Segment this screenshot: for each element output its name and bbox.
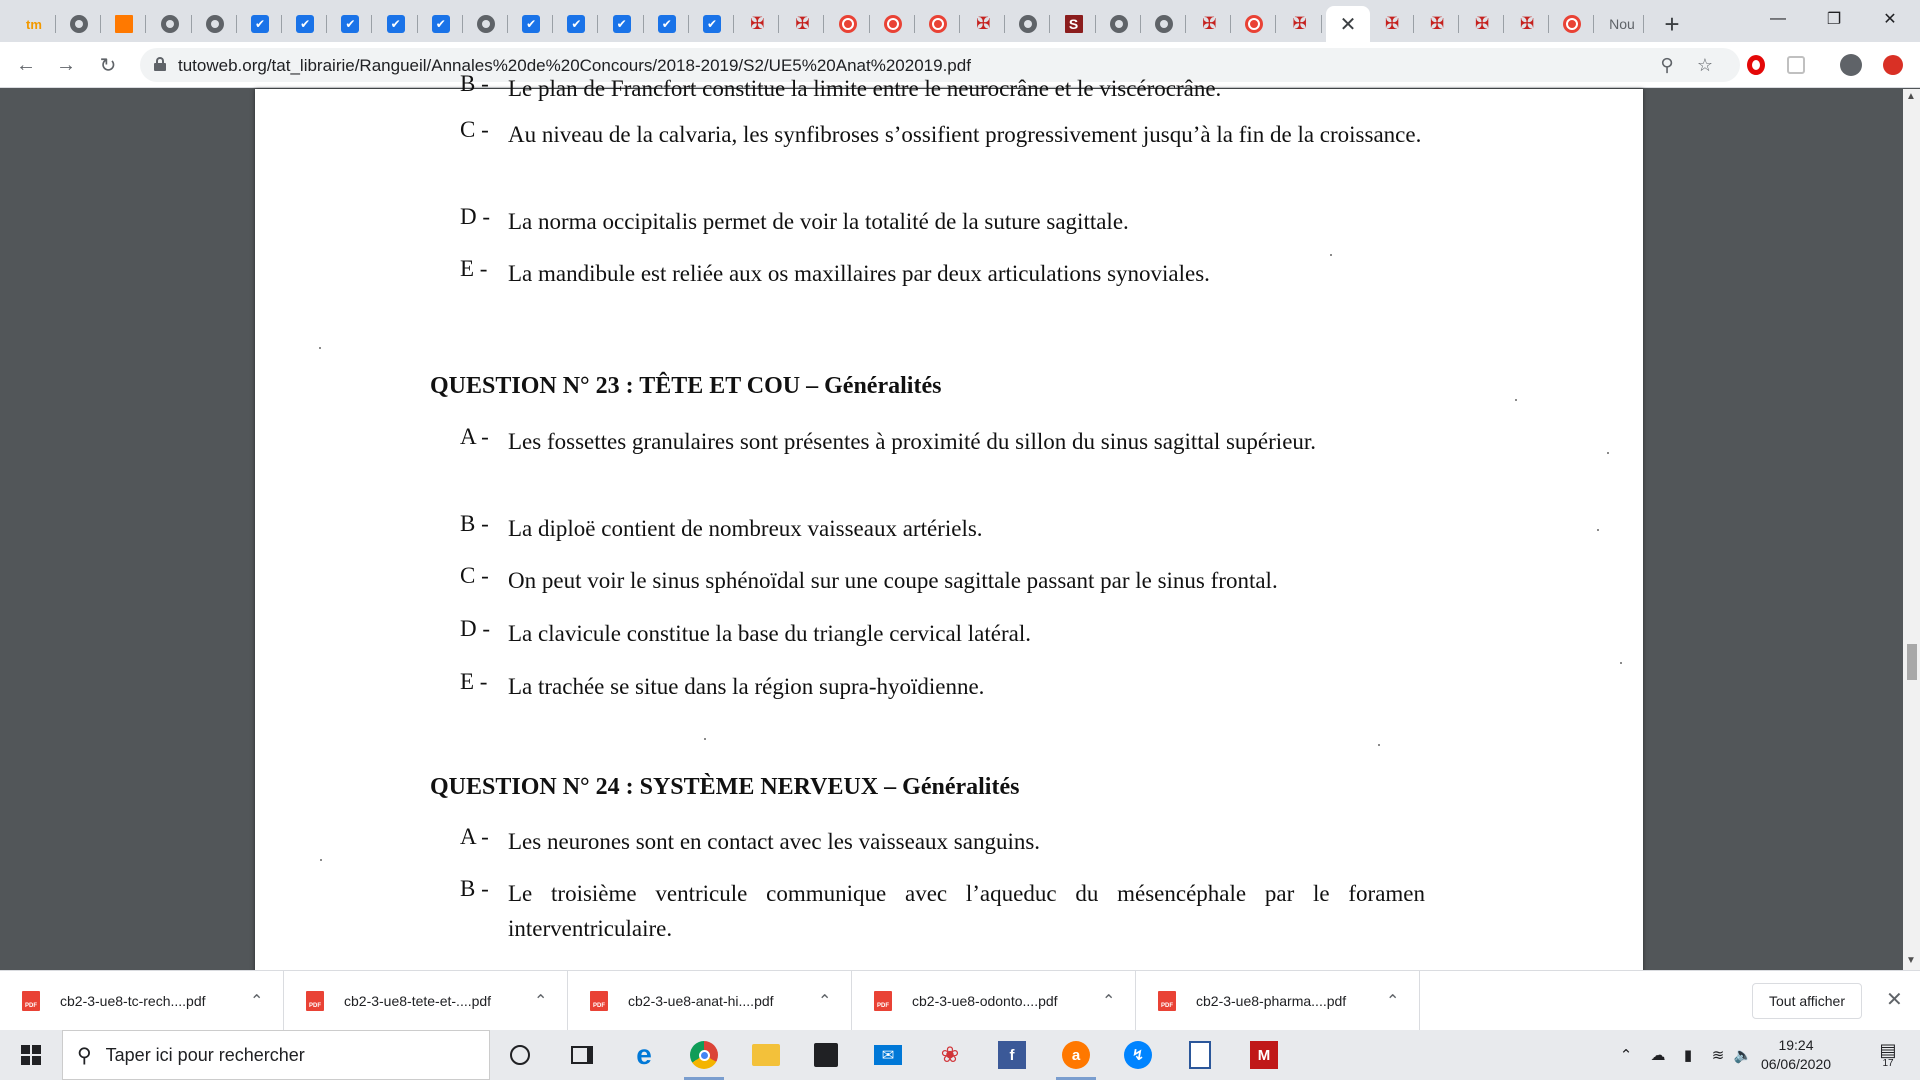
taskbar-chrome[interactable] — [678, 1030, 730, 1080]
globe-icon — [70, 15, 88, 33]
pdf-file-icon: PDF — [874, 991, 892, 1011]
close-tab-icon[interactable]: ✕ — [1339, 13, 1357, 36]
battery-icon[interactable]: ▮ — [1683, 1047, 1693, 1064]
search-icon: ⚲ — [77, 1044, 92, 1067]
option-letter: E - — [460, 669, 488, 694]
search-placeholder: Taper ici pour rechercher — [105, 1044, 305, 1065]
checkbox-icon — [613, 15, 631, 33]
browser-tab[interactable] — [961, 6, 1005, 42]
taskbar-gift[interactable] — [924, 1030, 976, 1080]
taskbar-messenger[interactable] — [1112, 1030, 1164, 1080]
download-filename: cb2-3-ue8-anat-hi....pdf — [628, 993, 774, 1009]
browser-tab[interactable] — [1415, 6, 1459, 42]
cross-icon: ✠ — [1292, 14, 1307, 33]
chevron-up-icon[interactable]: ⌃ — [534, 993, 548, 1010]
browser-tab[interactable] — [464, 6, 508, 42]
record-icon — [929, 15, 947, 33]
mcafee-icon: M — [1250, 1041, 1278, 1069]
taskbar-document[interactable] — [1174, 1030, 1226, 1080]
task-view-button[interactable] — [556, 1030, 608, 1080]
windows-logo-icon — [21, 1045, 41, 1065]
browser-tab[interactable] — [1505, 6, 1549, 42]
vertical-scrollbar[interactable] — [1903, 89, 1920, 970]
browser-tab[interactable] — [735, 6, 779, 42]
pdf-file-icon: PDF — [22, 991, 40, 1011]
clock-time: 19:24 — [1778, 1037, 1814, 1053]
option-text: On peut voir le sinus sphénoïdal sur une coupe sagittale passant par le sinus frontal. — [508, 568, 1278, 593]
close-shelf-icon[interactable]: ✕ — [1886, 989, 1903, 1011]
document-icon — [1189, 1041, 1211, 1069]
checkbox-icon — [296, 15, 314, 33]
start-button[interactable] — [0, 1030, 62, 1080]
option-text: La mandibule est reliée aux os maxillaires par deux articulations synoviales. — [508, 261, 1210, 286]
pdf-file-icon: PDF — [1158, 991, 1176, 1011]
chevron-up-icon[interactable]: ⌃ — [1102, 993, 1116, 1010]
globe-icon — [1155, 15, 1173, 33]
cortana-button[interactable] — [494, 1030, 546, 1080]
option-text: La norma occipitalis permet de voir la totalité de la suture sagittale. — [508, 209, 1129, 234]
taskbar-search[interactable] — [62, 1030, 490, 1080]
taskbar-store[interactable] — [800, 1030, 852, 1080]
record-icon — [1563, 15, 1581, 33]
gift-icon: ❀ — [940, 1042, 960, 1067]
browser-tab[interactable] — [690, 6, 734, 42]
new-tab-button[interactable]: + — [1664, 8, 1680, 39]
chevron-up-icon[interactable]: ⌃ — [818, 993, 832, 1010]
facebook-icon: f — [998, 1041, 1026, 1069]
browser-tab[interactable] — [283, 6, 327, 42]
opera-extension-icon[interactable] — [1743, 52, 1769, 78]
pdf-page — [255, 71, 1643, 989]
cortana-icon — [510, 1045, 530, 1065]
cross-icon: ✠ — [1519, 14, 1535, 33]
taskbar-facebook[interactable] — [986, 1030, 1038, 1080]
browser-tab[interactable] — [826, 6, 870, 42]
globe-icon — [161, 15, 179, 33]
browser-tab[interactable] — [554, 6, 598, 42]
checkbox-icon — [341, 15, 359, 33]
globe-icon — [1019, 15, 1037, 33]
browser-tab[interactable] — [1006, 6, 1050, 42]
globe-icon — [1110, 15, 1128, 33]
download-filename: cb2-3-ue8-pharma....pdf — [1196, 993, 1347, 1009]
option-letter: A - — [460, 424, 489, 449]
browser-tab[interactable] — [1142, 6, 1186, 42]
option-letter: B - — [460, 511, 489, 536]
pdf-file-icon: PDF — [590, 991, 608, 1011]
cross-icon: ✠ — [795, 14, 810, 33]
taskbar-explorer[interactable] — [740, 1030, 792, 1080]
checkbox-icon — [522, 15, 540, 33]
browser-tab[interactable] — [1052, 6, 1096, 42]
record-icon — [1245, 15, 1263, 33]
wifi-icon[interactable]: ≋ — [1711, 1047, 1725, 1064]
reload-icon: ↻ — [99, 54, 117, 77]
restore-button[interactable]: ❐ — [1826, 11, 1842, 28]
onedrive-icon[interactable]: ☁ — [1650, 1047, 1666, 1064]
cross-icon: ✠ — [1202, 14, 1217, 33]
browser-tab[interactable] — [148, 6, 192, 42]
record-icon — [884, 15, 902, 33]
notification-count: 17 — [1882, 1058, 1894, 1069]
volume-muted-icon[interactable]: 🔈 — [1733, 1047, 1753, 1064]
store-bag-icon — [814, 1043, 838, 1067]
browser-tab[interactable] — [871, 6, 915, 42]
download-shelf — [0, 970, 1920, 1030]
scribd-icon: S — [1065, 15, 1083, 33]
option-text: Le plan de Francfort constitue la limite entre le neurocrâne et le viscérocrâne. — [508, 76, 1222, 101]
reload-button[interactable] — [92, 49, 124, 81]
browser-tab[interactable] — [600, 6, 644, 42]
chevron-up-icon[interactable]: ⌃ — [1386, 993, 1400, 1010]
zoom-icon[interactable]: ⚲ — [1660, 54, 1674, 75]
tab-active[interactable] — [1326, 6, 1370, 42]
task-view-icon — [571, 1046, 593, 1064]
download-item[interactable] — [852, 971, 1136, 1031]
option-letter: C - — [460, 117, 489, 142]
clock-date: 06/06/2020 — [1760, 1056, 1832, 1072]
checkbox-icon — [387, 15, 405, 33]
scroll-down-icon[interactable]: ▼ — [1906, 955, 1916, 966]
chevron-up-icon: ⌃ — [1619, 1047, 1633, 1064]
download-item[interactable] — [568, 971, 852, 1031]
scrollbar-thumb[interactable] — [1907, 644, 1917, 680]
tab-partial-label: Nou — [1609, 16, 1635, 32]
cross-icon: ✠ — [750, 14, 765, 33]
download-filename: cb2-3-ue8-tc-rech....pdf — [60, 993, 206, 1009]
pdf-file-icon: PDF — [306, 991, 324, 1011]
browser-tab[interactable] — [419, 6, 463, 42]
taskbar-clock[interactable] — [1752, 1036, 1840, 1074]
pdf-viewer[interactable] — [0, 71, 1920, 970]
chrome-icon — [690, 1041, 718, 1069]
browser-tab[interactable] — [1370, 6, 1414, 42]
checkbox-icon — [567, 15, 585, 33]
browser-tab[interactable] — [509, 6, 553, 42]
taskbar-avast[interactable] — [1050, 1030, 1102, 1080]
forward-button[interactable] — [50, 49, 82, 81]
browser-tab[interactable] — [1550, 6, 1594, 42]
globe-icon — [206, 15, 224, 33]
edge-icon: e — [636, 1039, 652, 1070]
forward-arrow-icon: → — [56, 53, 76, 76]
option-letter: E - — [460, 256, 488, 281]
back-arrow-icon: ← — [16, 53, 36, 76]
option-letter: C - — [460, 563, 489, 588]
download-item[interactable] — [1136, 971, 1420, 1031]
lock-icon[interactable] — [154, 57, 166, 71]
back-button[interactable] — [10, 49, 42, 81]
show-hidden-icons-button[interactable] — [1614, 1030, 1638, 1080]
option-text: Les fossettes granulaires sont présentes à proximité du sillon du sinus sagittal supérieur. — [508, 429, 1317, 454]
checkbox-icon — [703, 15, 721, 33]
question-24-title: QUESTION N° 24 : SYSTÈME NERVEUX – Généralités — [430, 774, 1020, 800]
browser-tab[interactable] — [57, 6, 101, 42]
option-text: La clavicule constitue la base du triangle cervical latéral. — [508, 621, 1031, 646]
cross-icon: ✠ — [1384, 14, 1400, 33]
orange-icon — [115, 15, 133, 33]
download-item[interactable] — [284, 971, 568, 1031]
update-alert-icon[interactable] — [1880, 52, 1906, 78]
profile-avatar-icon[interactable] — [1838, 52, 1864, 78]
avast-icon: a — [1062, 1041, 1090, 1069]
tutoweb-icon: tm — [26, 16, 42, 32]
taskbar-mail[interactable] — [862, 1030, 914, 1080]
url-text[interactable]: tutoweb.org/tat_librairie/Rangueil/Annales%20de%20Concours/2018-2019/S2/UE5%20Anat%202019.pdf — [178, 56, 971, 75]
taskbar-mcafee[interactable] — [1238, 1030, 1290, 1080]
option-letter: D - — [460, 204, 491, 229]
extension-icon[interactable] — [1783, 52, 1809, 78]
mail-icon: ✉ — [874, 1045, 902, 1065]
taskbar-edge[interactable] — [618, 1030, 670, 1080]
question-23-title: QUESTION N° 23 : TÊTE ET COU – Généralités — [430, 373, 942, 399]
cross-icon: ✠ — [1474, 14, 1490, 33]
browser-tab[interactable] — [1097, 6, 1141, 42]
minimize-button[interactable]: — — [1770, 10, 1786, 27]
browser-tab[interactable] — [916, 6, 960, 42]
browser-tab[interactable] — [12, 6, 56, 42]
browser-tab[interactable] — [328, 6, 372, 42]
windows-taskbar — [0, 1030, 1920, 1080]
option-letter: A - — [460, 824, 489, 849]
option-text: La trachée se situe dans la région supra-hyoïdienne. — [508, 674, 985, 699]
browser-tab[interactable] — [1232, 6, 1276, 42]
browser-tab[interactable] — [193, 6, 237, 42]
option-letter: B - — [460, 876, 489, 901]
option-letter: B - — [460, 71, 489, 96]
option-letter: D - — [460, 616, 491, 641]
option-text: Au niveau de la calvaria, les synfibroses s’ossifient progressivement jusqu’à la fin de la croissance. — [508, 122, 1422, 147]
download-item[interactable] — [0, 971, 284, 1031]
globe-icon — [477, 15, 495, 33]
browser-tab[interactable] — [238, 6, 282, 42]
browser-tab[interactable] — [102, 6, 146, 42]
messenger-icon: ↯ — [1124, 1041, 1152, 1069]
bookmark-star-icon[interactable]: ☆ — [1696, 54, 1714, 75]
option-text: La diploë contient de nombreux vaisseaux artériels. — [508, 516, 983, 541]
tab-partial[interactable] — [1600, 6, 1644, 42]
browser-tab[interactable] — [1460, 6, 1504, 42]
browser-tab[interactable] — [1278, 6, 1322, 42]
download-filename: cb2-3-ue8-tete-et-....pdf — [344, 993, 492, 1009]
browser-tab[interactable] — [1187, 6, 1231, 42]
checkbox-icon — [432, 15, 450, 33]
option-text: Les neurones sont en contact avec les vaisseaux sanguins. — [508, 829, 1041, 854]
tab-strip — [0, 0, 1920, 42]
action-center-button[interactable] — [1866, 1030, 1910, 1080]
record-icon — [839, 15, 857, 33]
checkbox-icon — [251, 15, 269, 33]
checkbox-icon — [658, 15, 676, 33]
option-text: Le troisième ventricule communique avec l’aqueduc du mésencéphale par le foramen interventriculaire. — [508, 881, 1425, 941]
folder-icon — [752, 1044, 780, 1066]
download-filename: cb2-3-ue8-odonto....pdf — [912, 993, 1058, 1009]
browser-tab[interactable] — [780, 6, 824, 42]
cross-icon: ✠ — [976, 14, 991, 33]
browser-tab[interactable] — [645, 6, 689, 42]
show-all-downloads-button[interactable]: Tout afficher — [1752, 983, 1862, 1019]
window-close-button[interactable]: ✕ — [1883, 11, 1897, 28]
browser-tab[interactable] — [374, 6, 418, 42]
notification-icon: ▤ — [1879, 1040, 1897, 1060]
scroll-up-icon[interactable]: ▲ — [1906, 91, 1916, 102]
cross-icon: ✠ — [1429, 14, 1445, 33]
chevron-up-icon[interactable]: ⌃ — [250, 993, 264, 1010]
